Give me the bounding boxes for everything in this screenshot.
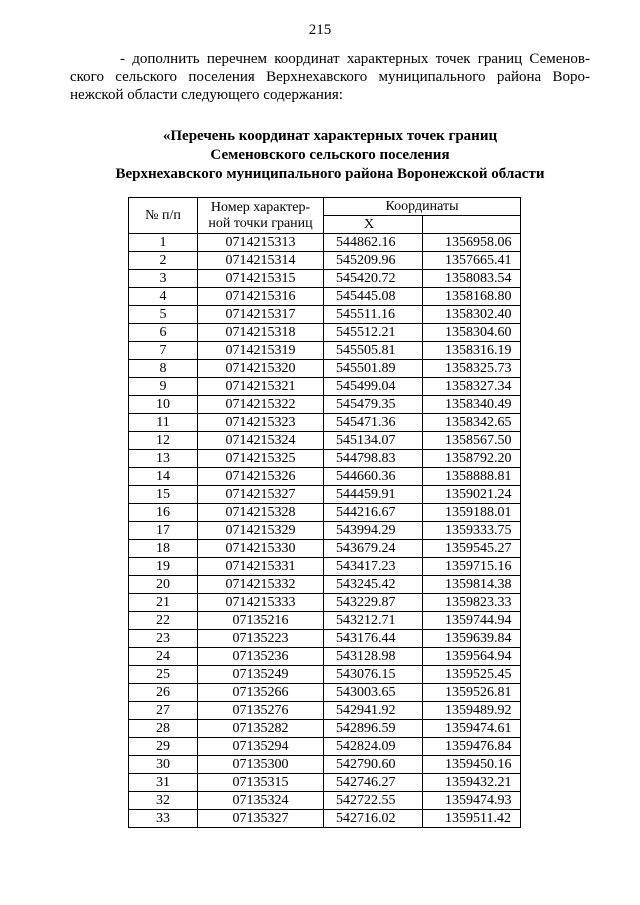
- table-row: [129, 342, 521, 360]
- cell-x: 543212.71: [324, 612, 423, 630]
- table-row: [129, 414, 521, 432]
- cell-point-number: 07135315: [198, 774, 324, 792]
- cell-y: 1359432.21: [423, 774, 521, 792]
- header-point-line2: ной точки границ: [208, 215, 313, 231]
- cell-x: 543003.65: [324, 684, 423, 702]
- title-line: Семеновского сельского поселения: [210, 147, 450, 163]
- cell-row-number: 10: [129, 396, 198, 414]
- cell-row-number: 14: [129, 468, 198, 486]
- table-row: [129, 378, 521, 396]
- cell-y: 1359476.84: [423, 738, 521, 756]
- header-coordinates: Координаты: [324, 198, 521, 216]
- cell-x: 544459.91: [324, 486, 423, 504]
- intro-paragraph: [70, 50, 590, 104]
- cell-point-number: 07135216: [198, 612, 324, 630]
- document-title: [70, 127, 590, 184]
- cell-y: 1359564.94: [423, 648, 521, 666]
- cell-x: 542722.55: [324, 792, 423, 810]
- cell-point-number: 0714215326: [198, 468, 324, 486]
- cell-point-number: 07135236: [198, 648, 324, 666]
- cell-y: 1358340.49: [423, 396, 521, 414]
- cell-row-number: 28: [129, 720, 198, 738]
- cell-row-number: 31: [129, 774, 198, 792]
- cell-row-number: 33: [129, 810, 198, 828]
- table-row: [129, 648, 521, 666]
- table-row: [129, 774, 521, 792]
- intro-line: нежской области следующего содержания:: [70, 87, 343, 103]
- table-row: [129, 360, 521, 378]
- cell-point-number: 0714215318: [198, 324, 324, 342]
- cell-y: 1358327.34: [423, 378, 521, 396]
- cell-point-number: 0714215333: [198, 594, 324, 612]
- cell-row-number: 24: [129, 648, 198, 666]
- header-row-number: № п/п: [129, 198, 198, 234]
- cell-point-number: 0714215316: [198, 288, 324, 306]
- cell-y: 1359021.24: [423, 486, 521, 504]
- cell-y: 1359814.38: [423, 576, 521, 594]
- cell-row-number: 25: [129, 666, 198, 684]
- cell-point-number: 0714215322: [198, 396, 324, 414]
- header-point-number: [198, 198, 324, 234]
- cell-y: 1358316.19: [423, 342, 521, 360]
- header-point-line1: Номер характер-: [210, 199, 311, 215]
- cell-row-number: 7: [129, 342, 198, 360]
- cell-point-number: 07135324: [198, 792, 324, 810]
- table-row: [129, 306, 521, 324]
- cell-y: 1359474.61: [423, 720, 521, 738]
- cell-x: 543076.15: [324, 666, 423, 684]
- cell-y: 1358342.65: [423, 414, 521, 432]
- cell-row-number: 4: [129, 288, 198, 306]
- cell-y: 1359545.27: [423, 540, 521, 558]
- cell-x: 544216.67: [324, 504, 423, 522]
- cell-row-number: 21: [129, 594, 198, 612]
- cell-x: 545505.81: [324, 342, 423, 360]
- cell-x: 542790.60: [324, 756, 423, 774]
- table-row: [129, 756, 521, 774]
- cell-y: 1358888.81: [423, 468, 521, 486]
- table-row: [129, 666, 521, 684]
- cell-row-number: 23: [129, 630, 198, 648]
- table-row: [129, 792, 521, 810]
- cell-x: 545499.04: [324, 378, 423, 396]
- table-row: [129, 540, 521, 558]
- cell-point-number: 07135282: [198, 720, 324, 738]
- table-row: [129, 810, 521, 828]
- cell-x: 545134.07: [324, 432, 423, 450]
- cell-x: 542941.92: [324, 702, 423, 720]
- cell-point-number: 0714215320: [198, 360, 324, 378]
- cell-y: 1358302.40: [423, 306, 521, 324]
- cell-x: 545420.72: [324, 270, 423, 288]
- cell-x: 544660.36: [324, 468, 423, 486]
- cell-point-number: 0714215328: [198, 504, 324, 522]
- cell-y: 1359489.92: [423, 702, 521, 720]
- cell-row-number: 6: [129, 324, 198, 342]
- cell-x: 543229.87: [324, 594, 423, 612]
- coordinates-table: [128, 197, 521, 828]
- cell-row-number: 22: [129, 612, 198, 630]
- cell-x: 543176.44: [324, 630, 423, 648]
- cell-y: 1357665.41: [423, 252, 521, 270]
- cell-row-number: 5: [129, 306, 198, 324]
- cell-y: 1359511.42: [423, 810, 521, 828]
- cell-x: 543994.29: [324, 522, 423, 540]
- title-line: Верхнехавского муниципального района Воронежской области: [115, 166, 545, 182]
- cell-point-number: 07135294: [198, 738, 324, 756]
- cell-y: 1359450.16: [423, 756, 521, 774]
- cell-y: 1359188.01: [423, 504, 521, 522]
- table-row: [129, 738, 521, 756]
- table-row: [129, 486, 521, 504]
- cell-x: 545512.21: [324, 324, 423, 342]
- cell-row-number: 30: [129, 756, 198, 774]
- header-y: [423, 216, 521, 234]
- cell-point-number: 0714215327: [198, 486, 324, 504]
- table-body: [129, 234, 521, 828]
- cell-row-number: 8: [129, 360, 198, 378]
- cell-y: 1359474.93: [423, 792, 521, 810]
- table-row: [129, 576, 521, 594]
- cell-y: 1358083.54: [423, 270, 521, 288]
- cell-row-number: 26: [129, 684, 198, 702]
- cell-x: 543417.23: [324, 558, 423, 576]
- cell-row-number: 18: [129, 540, 198, 558]
- cell-y: 1359526.81: [423, 684, 521, 702]
- cell-y: 1358567.50: [423, 432, 521, 450]
- cell-row-number: 1: [129, 234, 198, 252]
- cell-x: 543128.98: [324, 648, 423, 666]
- cell-y: 1358168.80: [423, 288, 521, 306]
- cell-row-number: 27: [129, 702, 198, 720]
- cell-row-number: 11: [129, 414, 198, 432]
- table-row: [129, 630, 521, 648]
- table-row: [129, 594, 521, 612]
- table-header-row: [129, 198, 521, 216]
- cell-point-number: 0714215323: [198, 414, 324, 432]
- table-row: [129, 252, 521, 270]
- cell-y: 1358304.60: [423, 324, 521, 342]
- cell-x: 545511.16: [324, 306, 423, 324]
- cell-point-number: 0714215319: [198, 342, 324, 360]
- cell-row-number: 12: [129, 432, 198, 450]
- cell-y: 1359715.16: [423, 558, 521, 576]
- cell-x: 544862.16: [324, 234, 423, 252]
- table-row: [129, 558, 521, 576]
- cell-x: 545479.35: [324, 396, 423, 414]
- cell-row-number: 9: [129, 378, 198, 396]
- cell-row-number: 29: [129, 738, 198, 756]
- cell-row-number: 16: [129, 504, 198, 522]
- cell-x: 542896.59: [324, 720, 423, 738]
- cell-row-number: 19: [129, 558, 198, 576]
- cell-point-number: 0714215330: [198, 540, 324, 558]
- cell-x: 545501.89: [324, 360, 423, 378]
- page-number: 215: [308, 22, 332, 38]
- table-row: [129, 288, 521, 306]
- cell-point-number: 0714215329: [198, 522, 324, 540]
- cell-point-number: 07135249: [198, 666, 324, 684]
- cell-point-number: 0714215315: [198, 270, 324, 288]
- cell-row-number: 3: [129, 270, 198, 288]
- cell-y: 1359823.33: [423, 594, 521, 612]
- cell-point-number: 0714215321: [198, 378, 324, 396]
- title-line: «Перечень координат характерных точек границ: [162, 128, 498, 144]
- table-row: [129, 702, 521, 720]
- cell-x: 542824.09: [324, 738, 423, 756]
- table-row: [129, 522, 521, 540]
- table-row: [129, 432, 521, 450]
- cell-y: 1359744.94: [423, 612, 521, 630]
- table-row: [129, 504, 521, 522]
- cell-point-number: 0714215314: [198, 252, 324, 270]
- cell-row-number: 20: [129, 576, 198, 594]
- cell-point-number: 0714215317: [198, 306, 324, 324]
- cell-point-number: 07135223: [198, 630, 324, 648]
- table-row: [129, 270, 521, 288]
- header-x: X: [324, 216, 423, 234]
- cell-y: 1358325.73: [423, 360, 521, 378]
- cell-x: 544798.83: [324, 450, 423, 468]
- table-row: [129, 684, 521, 702]
- cell-x: 542746.27: [324, 774, 423, 792]
- cell-row-number: 17: [129, 522, 198, 540]
- cell-point-number: 07135266: [198, 684, 324, 702]
- intro-line: - дополнить перечнем координат характерных точек границ Семенов-: [120, 51, 590, 67]
- table-row: [129, 396, 521, 414]
- cell-y: 1358792.20: [423, 450, 521, 468]
- cell-x: 542716.02: [324, 810, 423, 828]
- cell-row-number: 2: [129, 252, 198, 270]
- cell-point-number: 0714215325: [198, 450, 324, 468]
- cell-point-number: 0714215331: [198, 558, 324, 576]
- cell-point-number: 07135327: [198, 810, 324, 828]
- cell-point-number: 07135300: [198, 756, 324, 774]
- cell-point-number: 0714215324: [198, 432, 324, 450]
- cell-y: 1356958.06: [423, 234, 521, 252]
- cell-y: 1359333.75: [423, 522, 521, 540]
- table-row: [129, 612, 521, 630]
- table-row: [129, 450, 521, 468]
- intro-line: ского сельского поселения Верхнехавского муниципального района Воро-: [70, 69, 590, 85]
- cell-row-number: 13: [129, 450, 198, 468]
- table-row: [129, 720, 521, 738]
- cell-point-number: 07135276: [198, 702, 324, 720]
- cell-row-number: 32: [129, 792, 198, 810]
- cell-x: 543679.24: [324, 540, 423, 558]
- cell-x: 545471.36: [324, 414, 423, 432]
- table-row: [129, 324, 521, 342]
- cell-y: 1359525.45: [423, 666, 521, 684]
- cell-row-number: 15: [129, 486, 198, 504]
- cell-x: 543245.42: [324, 576, 423, 594]
- cell-y: 1359639.84: [423, 630, 521, 648]
- cell-x: 545445.08: [324, 288, 423, 306]
- table-row: [129, 468, 521, 486]
- cell-x: 545209.96: [324, 252, 423, 270]
- cell-point-number: 0714215313: [198, 234, 324, 252]
- table-row: [129, 234, 521, 252]
- cell-point-number: 0714215332: [198, 576, 324, 594]
